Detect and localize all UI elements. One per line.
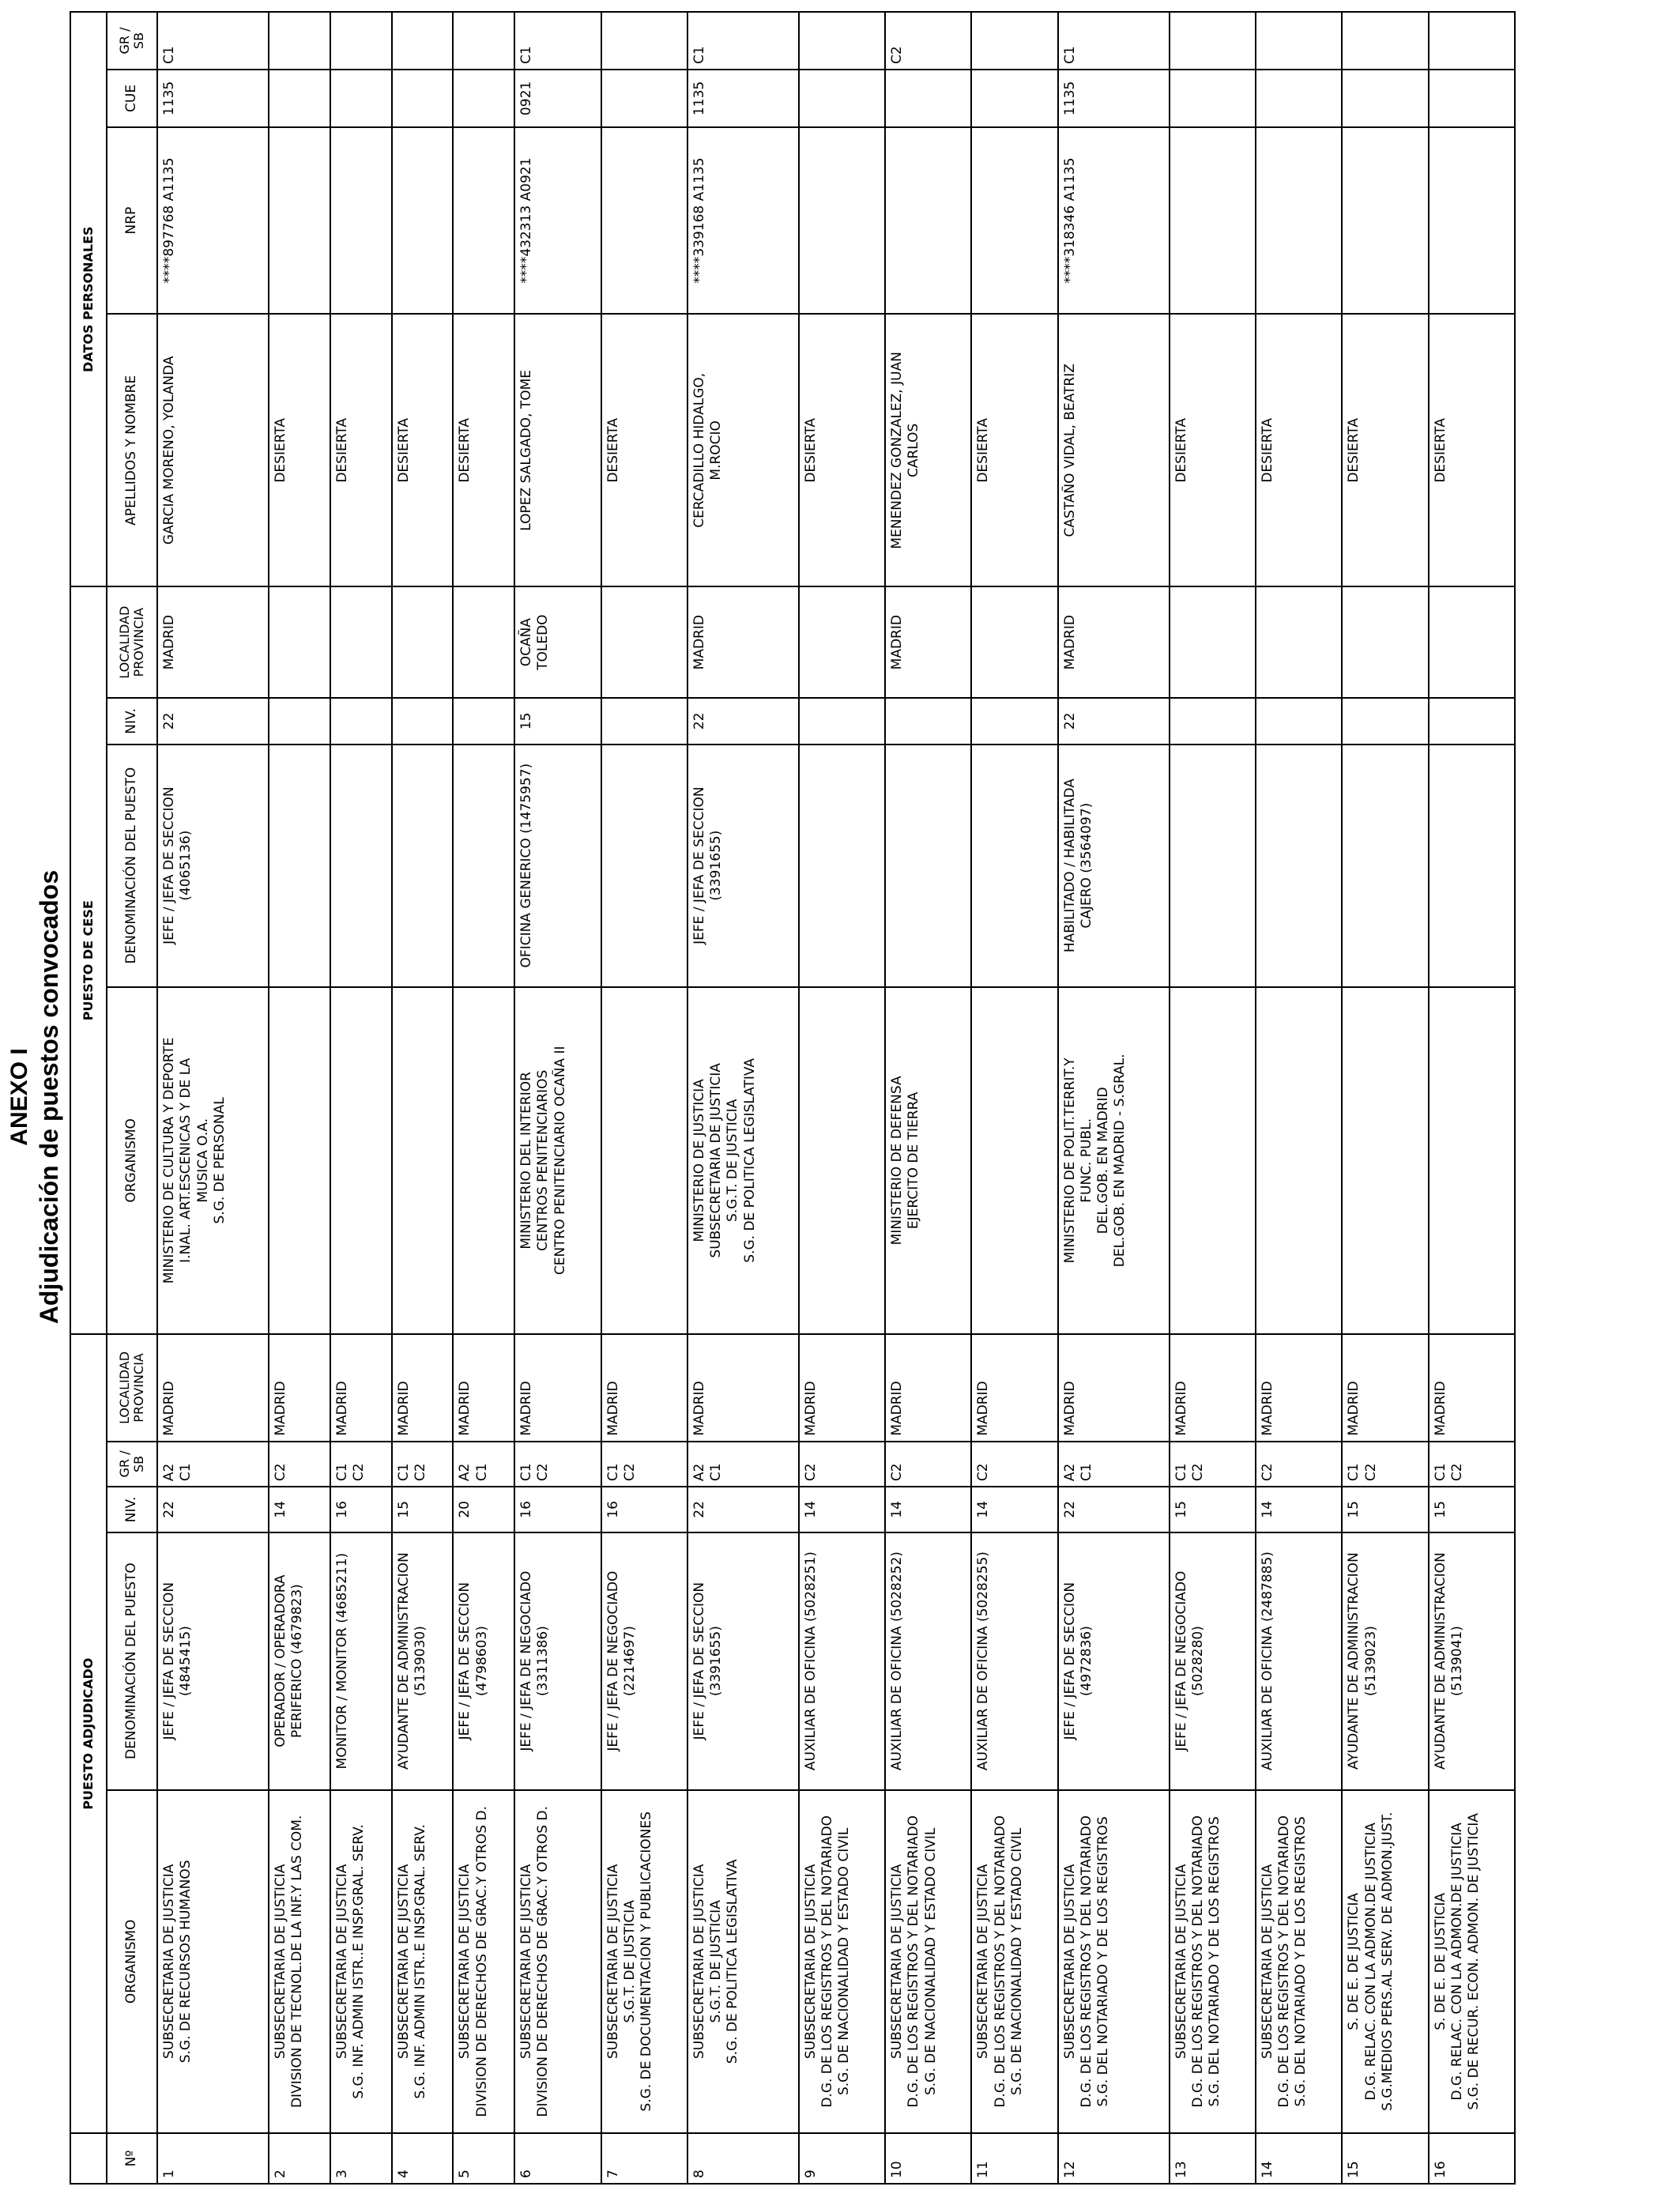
cue-value	[799, 70, 885, 127]
cue-value	[392, 70, 454, 127]
cese-nivel	[885, 698, 971, 745]
apellidos-nombre: DESIERTA	[1170, 314, 1256, 586]
adjudicado-denominacion: JEFE / JEFA DE SECCION (4798603)	[453, 1532, 514, 1790]
cese-localidad	[1429, 586, 1515, 698]
adjudicado-grupo: C2	[971, 1442, 1057, 1487]
apellidos-nombre: GARCIA MORENO, YOLANDA	[157, 314, 269, 586]
adjudicado-organismo: SUBSECRETARIA DE JUSTICIA D.G. DE LOS REGISTROS Y DEL NOTARIADO S.G. DE NACIONALIDAD Y ESTADO CIVIL	[971, 1790, 1057, 2134]
adjudicado-denominacion: AYUDANTE DE ADMINISTRACION (5139041)	[1429, 1532, 1515, 1790]
adjudicado-localidad: MADRID	[971, 1334, 1057, 1441]
annex-subtitle: Adjudicación de puestos convocados	[35, 869, 63, 1325]
personal-grupo	[601, 12, 687, 70]
row-number: 5	[453, 2133, 514, 2184]
nrp-value	[1256, 127, 1342, 314]
cese-nivel	[330, 698, 392, 745]
adjudicado-organismo: SUBSECRETARIA DE JUSTICIA S.G.T. DE JUSTICIA S.G. DE POLITICA LEGISLATIVA	[687, 1790, 799, 2134]
personal-grupo: C2	[885, 12, 971, 70]
apellidos-nombre: LOPEZ SALGADO, TOME	[514, 314, 601, 586]
adjudicado-localidad: MADRID	[453, 1334, 514, 1441]
adjudicado-nivel: 16	[330, 1487, 392, 1532]
adjudicado-localidad: MADRID	[1342, 1334, 1428, 1441]
table-row	[1170, 12, 1256, 2184]
cese-nivel	[799, 698, 885, 745]
adjudicado-grupo: C2	[269, 1442, 330, 1487]
adjudicado-organismo: SUBSECRETARIA DE JUSTICIA DIVISION DE DERECHOS DE GRAC.Y OTROS D.	[453, 1790, 514, 2134]
cese-denominacion: JEFE / JEFA DE SECCION (4065136)	[157, 745, 269, 987]
cese-organismo: MINISTERIO DE DEFENSA EJERCITO DE TIERRA	[885, 987, 971, 1335]
apellidos-nombre: DESIERTA	[453, 314, 514, 586]
personal-grupo: C1	[157, 12, 269, 70]
adjudicado-denominacion: JEFE / JEFA DE NEGOCIADO (2214697)	[601, 1532, 687, 1790]
row-number: 16	[1429, 2133, 1515, 2184]
nrp-value	[330, 127, 392, 314]
personal-grupo: C1	[514, 12, 601, 70]
cese-localidad	[1170, 586, 1256, 698]
personal-grupo	[1170, 12, 1256, 70]
col-niv: NIV.	[107, 1487, 157, 1532]
col-cue: CUE	[107, 70, 157, 127]
adjudicado-nivel: 22	[687, 1487, 799, 1532]
cese-nivel	[1429, 698, 1515, 745]
col-cese-localidad: LOCALIDAD PROVINCIA	[107, 586, 157, 698]
cese-nivel	[1342, 698, 1428, 745]
col-cese-niv: NIV.	[107, 698, 157, 745]
adjudicado-denominacion: JEFE / JEFA DE NEGOCIADO (3311386)	[514, 1532, 601, 1790]
table-row	[392, 12, 454, 2184]
adjudicado-nivel: 14	[971, 1487, 1057, 1532]
cue-value	[453, 70, 514, 127]
row-number: 14	[1256, 2133, 1342, 2184]
cese-nivel	[971, 698, 1057, 745]
adjudicado-grupo: C1 C2	[1342, 1442, 1428, 1487]
cese-organismo: MINISTERIO DE POLIT.TERRIT.Y FUNC. PUBL. DEL.GOB. EN MADRID DEL.GOB. EN MADRID - S.GRAL.	[1058, 987, 1170, 1335]
adjudicado-nivel: 16	[601, 1487, 687, 1532]
nrp-value	[885, 127, 971, 314]
adjudicado-denominacion: AUXILIAR DE OFICINA (5028252)	[885, 1532, 971, 1790]
cese-denominacion	[269, 745, 330, 987]
adjudicado-grupo: C1 C2	[392, 1442, 454, 1487]
adjudicado-organismo: SUBSECRETARIA DE JUSTICIA D.G. DE LOS REGISTROS Y DEL NOTARIADO S.G. DEL NOTARIADO Y DE LOS REGISTROS	[1256, 1790, 1342, 2134]
cese-organismo	[1170, 987, 1256, 1335]
nrp-value	[799, 127, 885, 314]
row-number: 11	[971, 2133, 1057, 2184]
cue-value	[1342, 70, 1428, 127]
adjudicado-denominacion: JEFE / JEFA DE NEGOCIADO (5028280)	[1170, 1532, 1256, 1790]
adjudicado-grupo: C1 C2	[601, 1442, 687, 1487]
cese-denominacion	[799, 745, 885, 987]
cese-localidad	[453, 586, 514, 698]
table-row	[330, 12, 392, 2184]
adjudicado-grupo: C1 C2	[330, 1442, 392, 1487]
adjudicado-localidad: MADRID	[1429, 1334, 1515, 1441]
personal-grupo	[971, 12, 1057, 70]
spacer-cell	[70, 2133, 107, 2184]
cese-localidad: MADRID	[687, 586, 799, 698]
personal-grupo: C1	[687, 12, 799, 70]
adjudicado-organismo: SUBSECRETARIA DE JUSTICIA D.G. DE LOS REGISTROS Y DEL NOTARIADO S.G. DEL NOTARIADO Y DE LOS REGISTROS	[1058, 1790, 1170, 2134]
table-row	[687, 12, 799, 2184]
apellidos-nombre: CASTAÑO VIDAL, BEATRIZ	[1058, 314, 1170, 586]
apellidos-nombre: DESIERTA	[971, 314, 1057, 586]
adjudicado-denominacion: JEFE / JEFA DE SECCION (3391655)	[687, 1532, 799, 1790]
table-row	[601, 12, 687, 2184]
nrp-value	[601, 127, 687, 314]
adjudicado-organismo: S. DE E. DE JUSTICIA D.G. RELAC. CON LA ADMON.DE JUSTICIA S.G. DE RECUR. ECON. ADMON. DE JUSTICIA	[1429, 1790, 1515, 2134]
adjudicado-grupo: C1 C2	[1170, 1442, 1256, 1487]
apellidos-nombre: DESIERTA	[330, 314, 392, 586]
adjudicado-organismo: SUBSECRETARIA DE JUSTICIA S.G. INF. ADMIN ISTR..E INSP.GRAL. SERV.	[392, 1790, 454, 2134]
adjudicado-grupo: A2 C1	[453, 1442, 514, 1487]
col-cese-organismo: ORGANISMO	[107, 987, 157, 1335]
personal-grupo	[269, 12, 330, 70]
adjudicado-grupo: C2	[1256, 1442, 1342, 1487]
row-number: 10	[885, 2133, 971, 2184]
personal-grupo	[1429, 12, 1515, 70]
row-number: 3	[330, 2133, 392, 2184]
cese-localidad: MADRID	[885, 586, 971, 698]
header-cese: PUESTO DE CESE	[70, 586, 107, 1334]
adjudicado-grupo: A2 C1	[1058, 1442, 1170, 1487]
cese-denominacion	[1429, 745, 1515, 987]
adjudicado-denominacion: MONITOR / MONITOR (4685211)	[330, 1532, 392, 1790]
cese-localidad	[330, 586, 392, 698]
cese-organismo	[799, 987, 885, 1335]
adjudicado-grupo: A2 C1	[687, 1442, 799, 1487]
nrp-value	[971, 127, 1057, 314]
adjudication-table	[70, 11, 1516, 2185]
apellidos-nombre: CERCADILLO HIDALGO, M.ROCIO	[687, 314, 799, 586]
nrp-value	[1170, 127, 1256, 314]
adjudicado-nivel: 15	[1429, 1487, 1515, 1532]
cue-value: 1135	[687, 70, 799, 127]
adjudicado-denominacion: JEFE / JEFA DE SECCION (4845415)	[157, 1532, 269, 1790]
cese-nivel	[453, 698, 514, 745]
adjudicado-grupo: C1 C2	[514, 1442, 601, 1487]
adjudicado-grupo: C1 C2	[1429, 1442, 1515, 1487]
table-row	[157, 12, 269, 2184]
nrp-value	[1342, 127, 1428, 314]
nrp-value: ****432313 A0921	[514, 127, 601, 314]
adjudicado-localidad: MADRID	[1170, 1334, 1256, 1441]
personal-grupo	[799, 12, 885, 70]
cese-localidad	[799, 586, 885, 698]
table-body	[157, 12, 1515, 2184]
adjudicado-grupo: C2	[799, 1442, 885, 1487]
adjudicado-denominacion: AUXILIAR DE OFICINA (5028255)	[971, 1532, 1057, 1790]
apellidos-nombre: DESIERTA	[799, 314, 885, 586]
nrp-value	[269, 127, 330, 314]
cue-value	[1256, 70, 1342, 127]
cue-value: 1135	[1058, 70, 1170, 127]
adjudicado-localidad: MADRID	[157, 1334, 269, 1441]
adjudicado-denominacion: AYUDANTE DE ADMINISTRACION (5139030)	[392, 1532, 454, 1790]
col-cese-denominacion: DENOMINACIÓN DEL PUESTO	[107, 745, 157, 987]
cese-organismo: MINISTERIO DEL INTERIOR CENTROS PENITENCIARIOS CENTRO PENITENCIARIO OCAÑA II	[514, 987, 601, 1335]
adjudicado-localidad: MADRID	[799, 1334, 885, 1441]
adjudicado-denominacion: OPERADOR / OPERADORA PERIFERICO (4679823)	[269, 1532, 330, 1790]
cese-denominacion	[885, 745, 971, 987]
adjudicado-localidad: MADRID	[601, 1334, 687, 1441]
header-adjudicado: PUESTO ADJUDICADO	[70, 1334, 107, 2133]
col-nrp: NRP	[107, 127, 157, 314]
adjudicado-nivel: 15	[1342, 1487, 1428, 1532]
col-apellidos: APELLIDOS Y NOMBRE	[107, 314, 157, 586]
table-row	[514, 12, 601, 2184]
adjudicado-organismo: SUBSECRETARIA DE JUSTICIA D.G. DE LOS REGISTROS Y DEL NOTARIADO S.G. DEL NOTARIADO Y DE LOS REGISTROS	[1170, 1790, 1256, 2134]
cue-value	[330, 70, 392, 127]
cese-organismo	[453, 987, 514, 1335]
adjudicado-denominacion: AUXILIAR DE OFICINA (5028251)	[799, 1532, 885, 1790]
nrp-value: ****318346 A1135	[1058, 127, 1170, 314]
table-row	[799, 12, 885, 2184]
adjudicado-grupo: C2	[885, 1442, 971, 1487]
adjudicado-organismo: SUBSECRETARIA DE JUSTICIA D.G. DE LOS REGISTROS Y DEL NOTARIADO S.G. DE NACIONALIDAD Y ESTADO CIVIL	[885, 1790, 971, 2134]
adjudicado-localidad: MADRID	[1058, 1334, 1170, 1441]
adjudicado-localidad: MADRID	[330, 1334, 392, 1441]
header-personales: DATOS PERSONALES	[70, 12, 107, 586]
row-number: 13	[1170, 2133, 1256, 2184]
cese-nivel	[269, 698, 330, 745]
row-number: 12	[1058, 2133, 1170, 2184]
cese-localidad	[971, 586, 1057, 698]
col-grsb: GR / SB	[107, 1442, 157, 1487]
cese-organismo	[971, 987, 1057, 1335]
cese-nivel	[1170, 698, 1256, 745]
adjudicado-localidad: MADRID	[885, 1334, 971, 1441]
adjudicado-organismo: SUBSECRETARIA DE JUSTICIA DIVISION DE DERECHOS DE GRAC.Y OTROS D.	[514, 1790, 601, 2134]
table-row	[453, 12, 514, 2184]
nrp-value	[1429, 127, 1515, 314]
cue-value: 1135	[157, 70, 269, 127]
adjudicado-organismo: SUBSECRETARIA DE JUSTICIA S.G. INF. ADMIN ISTR..E INSP.GRAL. SERV.	[330, 1790, 392, 2134]
table-row	[971, 12, 1057, 2184]
adjudicado-denominacion: JEFE / JEFA DE SECCION (4972836)	[1058, 1532, 1170, 1790]
cese-denominacion	[392, 745, 454, 987]
row-number: 2	[269, 2133, 330, 2184]
nrp-value	[392, 127, 454, 314]
apellidos-nombre: DESIERTA	[1342, 314, 1428, 586]
adjudicado-nivel: 20	[453, 1487, 514, 1532]
adjudicado-organismo: SUBSECRETARIA DE JUSTICIA S.G.T. DE JUSTICIA S.G. DE DOCUMENTACION Y PUBLICACIONES	[601, 1790, 687, 2134]
row-number: 8	[687, 2133, 799, 2184]
cue-value	[971, 70, 1057, 127]
adjudicado-nivel: 15	[392, 1487, 454, 1532]
adjudicado-nivel: 14	[1256, 1487, 1342, 1532]
col-organismo: ORGANISMO	[107, 1790, 157, 2134]
personal-grupo	[1256, 12, 1342, 70]
table-row	[1058, 12, 1170, 2184]
adjudicado-localidad: MADRID	[1256, 1334, 1342, 1441]
cese-nivel: 22	[1058, 698, 1170, 745]
adjudicado-organismo: SUBSECRETARIA DE JUSTICIA D.G. DE LOS REGISTROS Y DEL NOTARIADO S.G. DE NACIONALIDAD Y ESTADO CIVIL	[799, 1790, 885, 2134]
row-number: 9	[799, 2133, 885, 2184]
personal-grupo	[1342, 12, 1428, 70]
personal-grupo	[392, 12, 454, 70]
adjudicado-localidad: MADRID	[392, 1334, 454, 1441]
apellidos-nombre: DESIERTA	[392, 314, 454, 586]
table-row	[1429, 12, 1515, 2184]
col-denominacion: DENOMINACIÓN DEL PUESTO	[107, 1532, 157, 1790]
adjudicado-nivel: 14	[885, 1487, 971, 1532]
cese-denominacion: HABILITADO / HABILITADA CAJERO (3564097)	[1058, 745, 1170, 987]
table-row	[269, 12, 330, 2184]
cese-nivel: 22	[157, 698, 269, 745]
row-number: 6	[514, 2133, 601, 2184]
adjudicado-nivel: 14	[269, 1487, 330, 1532]
cese-localidad	[1256, 586, 1342, 698]
cese-denominacion	[330, 745, 392, 987]
row-number: 7	[601, 2133, 687, 2184]
cese-localidad	[1342, 586, 1428, 698]
personal-grupo	[330, 12, 392, 70]
cese-organismo	[269, 987, 330, 1335]
adjudicado-nivel: 14	[799, 1487, 885, 1532]
row-number: 15	[1342, 2133, 1428, 2184]
cese-organismo	[601, 987, 687, 1335]
nrp-value	[453, 127, 514, 314]
cese-nivel: 15	[514, 698, 601, 745]
adjudicado-localidad: MADRID	[687, 1334, 799, 1441]
cue-value: 0921	[514, 70, 601, 127]
cese-denominacion	[1170, 745, 1256, 987]
adjudicado-organismo: SUBSECRETARIA DE JUSTICIA S.G. DE RECURSOS HUMANOS	[157, 1790, 269, 2134]
cese-nivel: 22	[687, 698, 799, 745]
adjudicado-nivel: 15	[1170, 1487, 1256, 1532]
table-row	[1256, 12, 1342, 2184]
col-pers-grsb: GR / SB	[107, 12, 157, 70]
personal-grupo	[453, 12, 514, 70]
adjudicado-nivel: 16	[514, 1487, 601, 1532]
cue-value	[269, 70, 330, 127]
cese-localidad	[392, 586, 454, 698]
apellidos-nombre: DESIERTA	[601, 314, 687, 586]
cese-denominacion	[971, 745, 1057, 987]
cese-denominacion: OFICINA GENERICO (1475957)	[514, 745, 601, 987]
apellidos-nombre: MENENDEZ GONZALEZ, JUAN CARLOS	[885, 314, 971, 586]
cue-value	[1170, 70, 1256, 127]
annex-title: ANEXO I	[6, 1048, 32, 1146]
cese-organismo	[1256, 987, 1342, 1335]
cese-localidad: MADRID	[157, 586, 269, 698]
adjudicado-organismo: S. DE E. DE JUSTICIA D.G. RELAC. CON LA ADMON.DE JUSTICIA S.G.MEDIOS PERS.AL SERV. DE ADMON.JUST.	[1342, 1790, 1428, 2134]
col-localidad: LOCALIDAD PROVINCIA	[107, 1334, 157, 1441]
cese-localidad: OCAÑA TOLEDO	[514, 586, 601, 698]
cese-denominacion	[1256, 745, 1342, 987]
cue-value	[601, 70, 687, 127]
table-row	[885, 12, 971, 2184]
adjudicado-denominacion: AUXILIAR DE OFICINA (2487885)	[1256, 1532, 1342, 1790]
cese-organismo: MINISTERIO DE CULTURA Y DEPORTE I.NAL. ART.ESCENICAS Y DE LA MUSICA O.A. S.G. DE PERSONAL	[157, 987, 269, 1335]
cese-organismo	[330, 987, 392, 1335]
nrp-value: ****339168 A1135	[687, 127, 799, 314]
personal-grupo: C1	[1058, 12, 1170, 70]
row-number: 4	[392, 2133, 454, 2184]
adjudicado-denominacion: AYUDANTE DE ADMINISTRACION (5139023)	[1342, 1532, 1428, 1790]
nrp-value: ****897768 A1135	[157, 127, 269, 314]
apellidos-nombre: DESIERTA	[269, 314, 330, 586]
adjudicado-grupo: A2 C1	[157, 1442, 269, 1487]
table-row	[1342, 12, 1428, 2184]
cese-denominacion: JEFE / JEFA DE SECCION (3391655)	[687, 745, 799, 987]
cese-organismo	[1429, 987, 1515, 1335]
cese-organismo	[1342, 987, 1428, 1335]
cese-denominacion	[453, 745, 514, 987]
cese-nivel	[601, 698, 687, 745]
cese-localidad	[601, 586, 687, 698]
cese-localidad: MADRID	[1058, 586, 1170, 698]
adjudicado-nivel: 22	[1058, 1487, 1170, 1532]
apellidos-nombre: DESIERTA	[1429, 314, 1515, 586]
cue-value	[1429, 70, 1515, 127]
cese-nivel	[392, 698, 454, 745]
adjudicado-localidad: MADRID	[269, 1334, 330, 1441]
cese-organismo: MINISTERIO DE JUSTICIA SUBSECRETARIA DE JUSTICIA S.G.T. DE JUSTICIA S.G. DE POLITICA LEGISLATIVA	[687, 987, 799, 1335]
cese-denominacion	[601, 745, 687, 987]
cese-organismo	[392, 987, 454, 1335]
apellidos-nombre: DESIERTA	[1256, 314, 1342, 586]
adjudicado-nivel: 22	[157, 1487, 269, 1532]
cese-nivel	[1256, 698, 1342, 745]
cue-value	[885, 70, 971, 127]
adjudicado-localidad: MADRID	[514, 1334, 601, 1441]
col-num: Nº	[107, 2133, 157, 2184]
cese-localidad	[269, 586, 330, 698]
row-number: 1	[157, 2133, 269, 2184]
cese-denominacion	[1342, 745, 1428, 987]
adjudicado-organismo: SUBSECRETARIA DE JUSTICIA DIVISION DE TECNOL.DE LA INF.Y LAS COM.	[269, 1790, 330, 2134]
